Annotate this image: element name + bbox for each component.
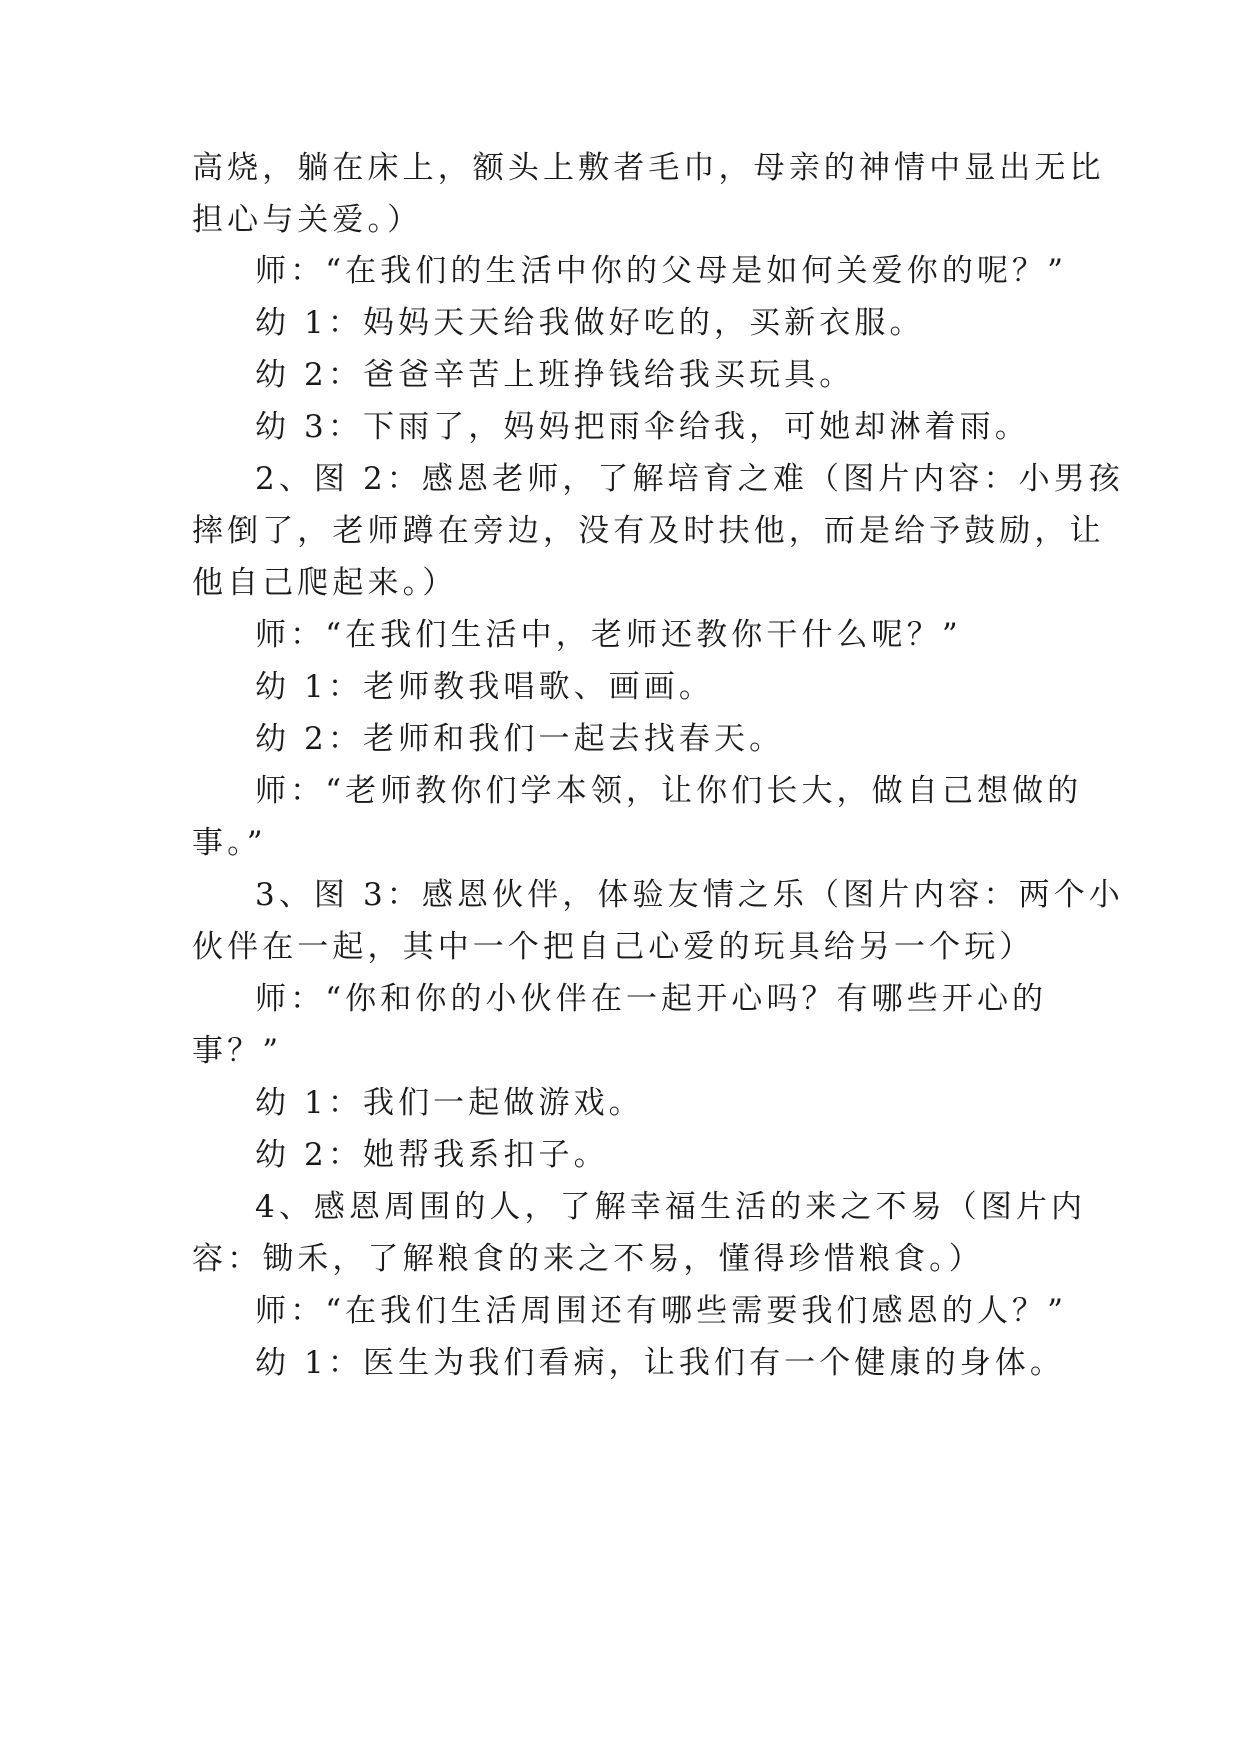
dialogue-line: 幼 1：医生为我们看病，让我们有一个健康的身体。 (255, 1345, 1065, 1381)
dialogue-line: 师：“在我们的生活中你的父母是如何关爱你的呢？” (255, 253, 1068, 289)
section-heading-line: 4、感恩周围的人，了解幸福生活的来之不易（图片内 (255, 1189, 1087, 1225)
paragraph-line: 担心与关爱。） (192, 202, 423, 238)
paragraph-line: 伙伴在一起，其中一个把自己心爱的玩具给另一个玩） (192, 929, 1035, 965)
dialogue-line: 幼 2：老师和我们一起去找春天。 (255, 721, 785, 757)
paragraph-line: 摔倒了，老师蹲在旁边，没有及时扶他，而是给予鼓励，让 (192, 513, 1105, 549)
dialogue-line: 幼 1：我们一起做游戏。 (255, 1085, 644, 1121)
dialogue-line: 幼 3：下雨了，妈妈把雨伞给我，可她却淋着雨。 (255, 409, 1030, 445)
dialogue-line: 幼 2：她帮我系扣子。 (255, 1137, 609, 1173)
dialogue-line: 师：“老师教你们学本领，让你们长大，做自己想做的 (255, 773, 1083, 809)
paragraph-line: 事。” (192, 825, 267, 861)
dialogue-line: 幼 1：老师教我唱歌、画画。 (255, 669, 714, 705)
paragraph-line: 事？” (192, 1033, 283, 1069)
paragraph-line: 他自己爬起来。） (192, 565, 458, 601)
dialogue-line: 师：“你和你的小伙伴在一起开心吗？有哪些开心的 (255, 981, 1048, 1017)
dialogue-line: 师：“在我们生活中，老师还教你干什么呢？” (255, 617, 962, 653)
dialogue-line: 师：“在我们生活周围还有哪些需要我们感恩的人？” (255, 1293, 1068, 1329)
section-heading-line: 3、图 3：感恩伙伴，体验友情之乐（图片内容：两个小 (255, 877, 1124, 913)
dialogue-line: 幼 1：妈妈天天给我做好吃的，买新衣服。 (255, 305, 925, 341)
paragraph-line: 容：锄禾，了解粮食的来之不易，懂得珍惜粮食。） (192, 1241, 984, 1277)
section-heading-line: 2、图 2：感恩老师，了解培育之难（图片内容：小男孩 (255, 461, 1124, 497)
paragraph-line: 高烧，躺在床上，额头上敷者毛巾，母亲的神情中显出无比 (192, 150, 1105, 186)
dialogue-line: 幼 2：爸爸辛苦上班挣钱给我买玩具。 (255, 357, 855, 393)
